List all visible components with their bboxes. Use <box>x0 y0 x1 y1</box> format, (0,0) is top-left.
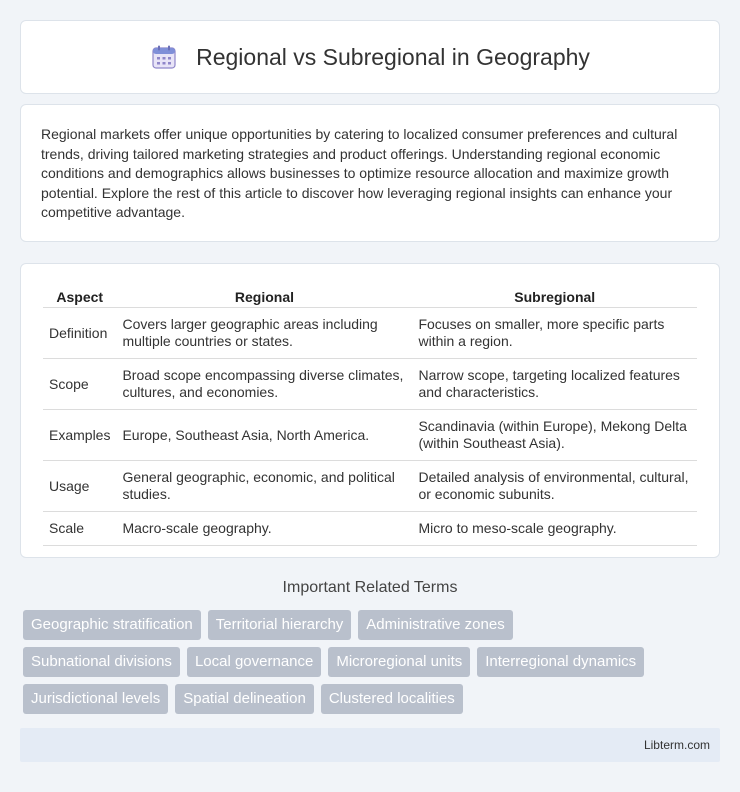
cell-subregional: Micro to meso-scale geography. <box>412 512 697 546</box>
table-row <box>43 410 697 461</box>
related-term-tag[interactable]: Interregional dynamics <box>477 647 644 677</box>
cell-regional: Europe, Southeast Asia, North America. <box>116 410 412 461</box>
cell-subregional: Scandinavia (within Europe), Mekong Delta (within Southeast Asia). <box>412 410 697 461</box>
cell-aspect: Scale <box>43 512 116 546</box>
related-term-tag[interactable]: Local governance <box>187 647 321 677</box>
table-row <box>43 308 697 359</box>
cell-aspect: Definition <box>43 308 116 359</box>
cell-aspect: Usage <box>43 461 116 512</box>
cell-aspect: Scope <box>43 359 116 410</box>
footer <box>20 728 720 762</box>
table-row <box>43 512 697 546</box>
related-terms-title: Important Related Terms <box>282 579 458 596</box>
intro-card <box>20 104 720 242</box>
table-row <box>43 461 697 512</box>
related-term-tag[interactable]: Microregional units <box>328 647 470 677</box>
related-term-tag[interactable]: Jurisdictional levels <box>23 684 168 714</box>
related-term-tag[interactable]: Subnational divisions <box>23 647 180 677</box>
cell-regional: Covers larger geographic areas including multiple countries or states. <box>116 308 412 359</box>
related-term-tag[interactable]: Spatial delineation <box>175 684 314 714</box>
header-subregional: Subregional <box>412 286 697 308</box>
cell-regional: Macro-scale geography. <box>116 512 412 546</box>
tag-row <box>23 684 723 714</box>
cell-subregional: Narrow scope, targeting localized features and characteristics. <box>412 359 697 410</box>
page-title: Regional vs Subregional in Geography <box>196 43 590 70</box>
header-card <box>20 20 720 94</box>
comparison-table-card <box>20 263 720 558</box>
header-regional: Regional <box>116 286 412 308</box>
related-term-tag[interactable]: Administrative zones <box>358 610 512 640</box>
cell-subregional: Focuses on smaller, more specific parts within a region. <box>412 308 697 359</box>
cell-regional: General geographic, economic, and political studies. <box>116 461 412 512</box>
cell-aspect: Examples <box>43 410 116 461</box>
cell-subregional: Detailed analysis of environmental, cultural, or economic subunits. <box>412 461 697 512</box>
intro-text: Regional markets offer unique opportunities by catering to localized consumer preferences and cultural trends, driving tailored marketing strategies and product offerings. Understanding regional economic conditions and demographics allows businesses to optimize resource allocation and maximize growth potential. Explore the rest of this article to discover how leveraging regional insights can enhance your competitive advantage. <box>41 126 678 220</box>
tag-row <box>23 647 723 677</box>
header-aspect: Aspect <box>43 286 116 308</box>
related-term-tag[interactable]: Clustered localities <box>321 684 463 714</box>
related-term-tag[interactable]: Territorial hierarchy <box>208 610 352 640</box>
related-terms-list <box>23 610 723 721</box>
comparison-table <box>43 286 697 546</box>
tag-row <box>23 610 723 640</box>
table-header-row <box>43 286 697 308</box>
related-term-tag[interactable]: Geographic stratification <box>23 610 201 640</box>
footer-site-link[interactable]: Libterm.com <box>643 738 710 752</box>
table-row <box>43 359 697 410</box>
cell-regional: Broad scope encompassing diverse climates, cultures, and economies. <box>116 359 412 410</box>
calendar-icon <box>150 43 178 71</box>
